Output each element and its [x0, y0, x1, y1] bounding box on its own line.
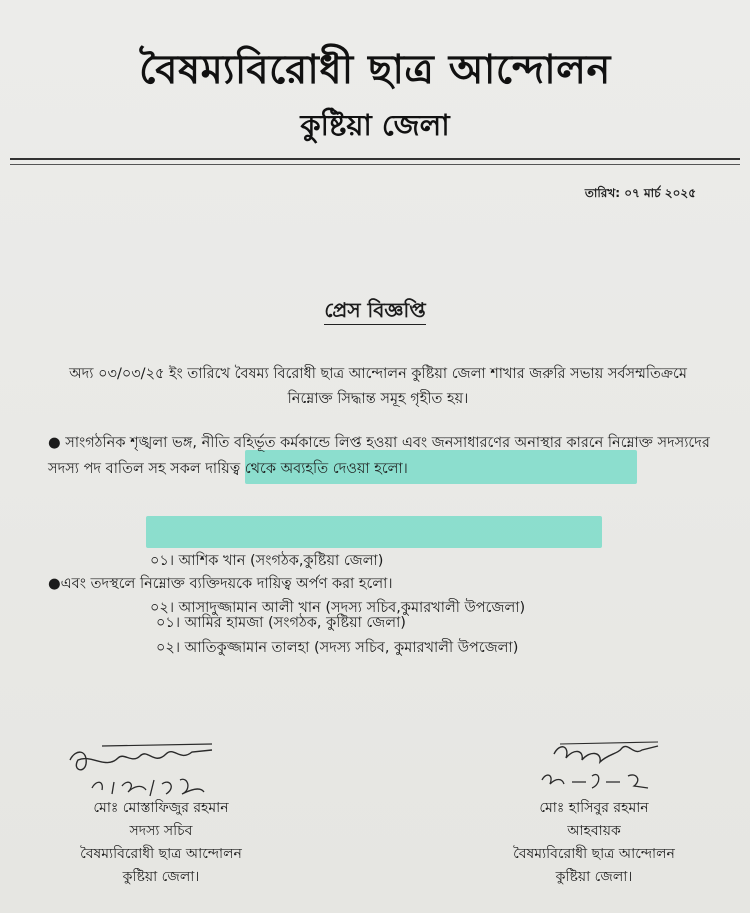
assigned-member-item: ০১। আমির হামজা (সংগঠক, কুষ্টিয়া জেলা) [156, 615, 406, 631]
header-rule-thin [10, 164, 740, 165]
signatory-organization: বৈষম্যবিরোধী ছাত্র আন্দোলন [513, 846, 675, 862]
signatory-role: সদস্য সচিব [129, 823, 193, 839]
signatory-name: মোঃ হাসিবুর রহমান [539, 800, 649, 816]
signature-block-right [469, 797, 719, 889]
signatory-district: কুষ্টিয়া জেলা। [555, 869, 633, 885]
assignment-paragraph: ●এবং তদস্থলে নিম্নোক্ত ব্যক্তিদয়কে দায়িত্ব অর্পণ করা হলো। [48, 576, 393, 592]
district-title: কুষ্টিয়া জেলা [300, 108, 450, 142]
assigned-member-item: ০২। আতিকুজ্জামান তালহা (সদস্য সচিব, কুমারখালী উপজেলা) [156, 640, 519, 656]
signatory-name: মোঃ মোস্তাফিজুর রহমান [93, 800, 229, 816]
highlight-mark [146, 516, 602, 548]
removal-paragraph: ● সাংগঠনিক শৃঙ্খলা ভঙ্গ, নীতি বহির্ভূত কর্মকান্ডে লিপ্ত হওয়া এবং জনসাধারণের অনাস্থার কারনে নিম্নোক্ত সদস্যদের সদস্য পদ বাতিল সহ সকল দায়িত্ব থেকে অব্যহতি দেওয়া হলো। [48, 435, 710, 477]
signatory-organization: বৈষম্যবিরোধী ছাত্র আন্দোলন [80, 846, 242, 862]
removed-member-item: ০১। আশিক খান (সংগঠক,কুষ্টিয়া জেলা) [150, 553, 384, 569]
signature-right-handwriting [530, 736, 680, 796]
signatory-district: কুষ্টিয়া জেলা। [122, 869, 200, 885]
header-rule [10, 158, 740, 160]
press-release-title [0, 296, 750, 329]
date-line: তারিখ: ০৭ মার্চ ২০২৫ [584, 186, 696, 200]
organization-title: বৈষম্যবিরোধী ছাত্র আন্দোলন [139, 47, 611, 93]
signatory-role: আহবায়ক [567, 823, 621, 839]
signature-left-handwriting [62, 740, 232, 800]
intro-paragraph: অদ্য ০৩/০৩/২৫ ইং তারিখে বৈষম্য বিরোধী ছাত্র আন্দোলন কুষ্টিয়া জেলা শাখার জরুরি সভায় সর্বসম্মতিক্রমে নিম্নোক্ত সিদ্ধান্ত সমূহ গৃহীত হয়। [69, 366, 687, 407]
removed-member-item: ০২। আসাদুজ্জামান আলী খান (সদস্য সচিব,কুমারখালী উপজেলা) [150, 600, 526, 616]
press-release-title-text: প্রেস বিজ্ঞপ্তি [324, 298, 425, 325]
signature-block-left [36, 797, 286, 889]
